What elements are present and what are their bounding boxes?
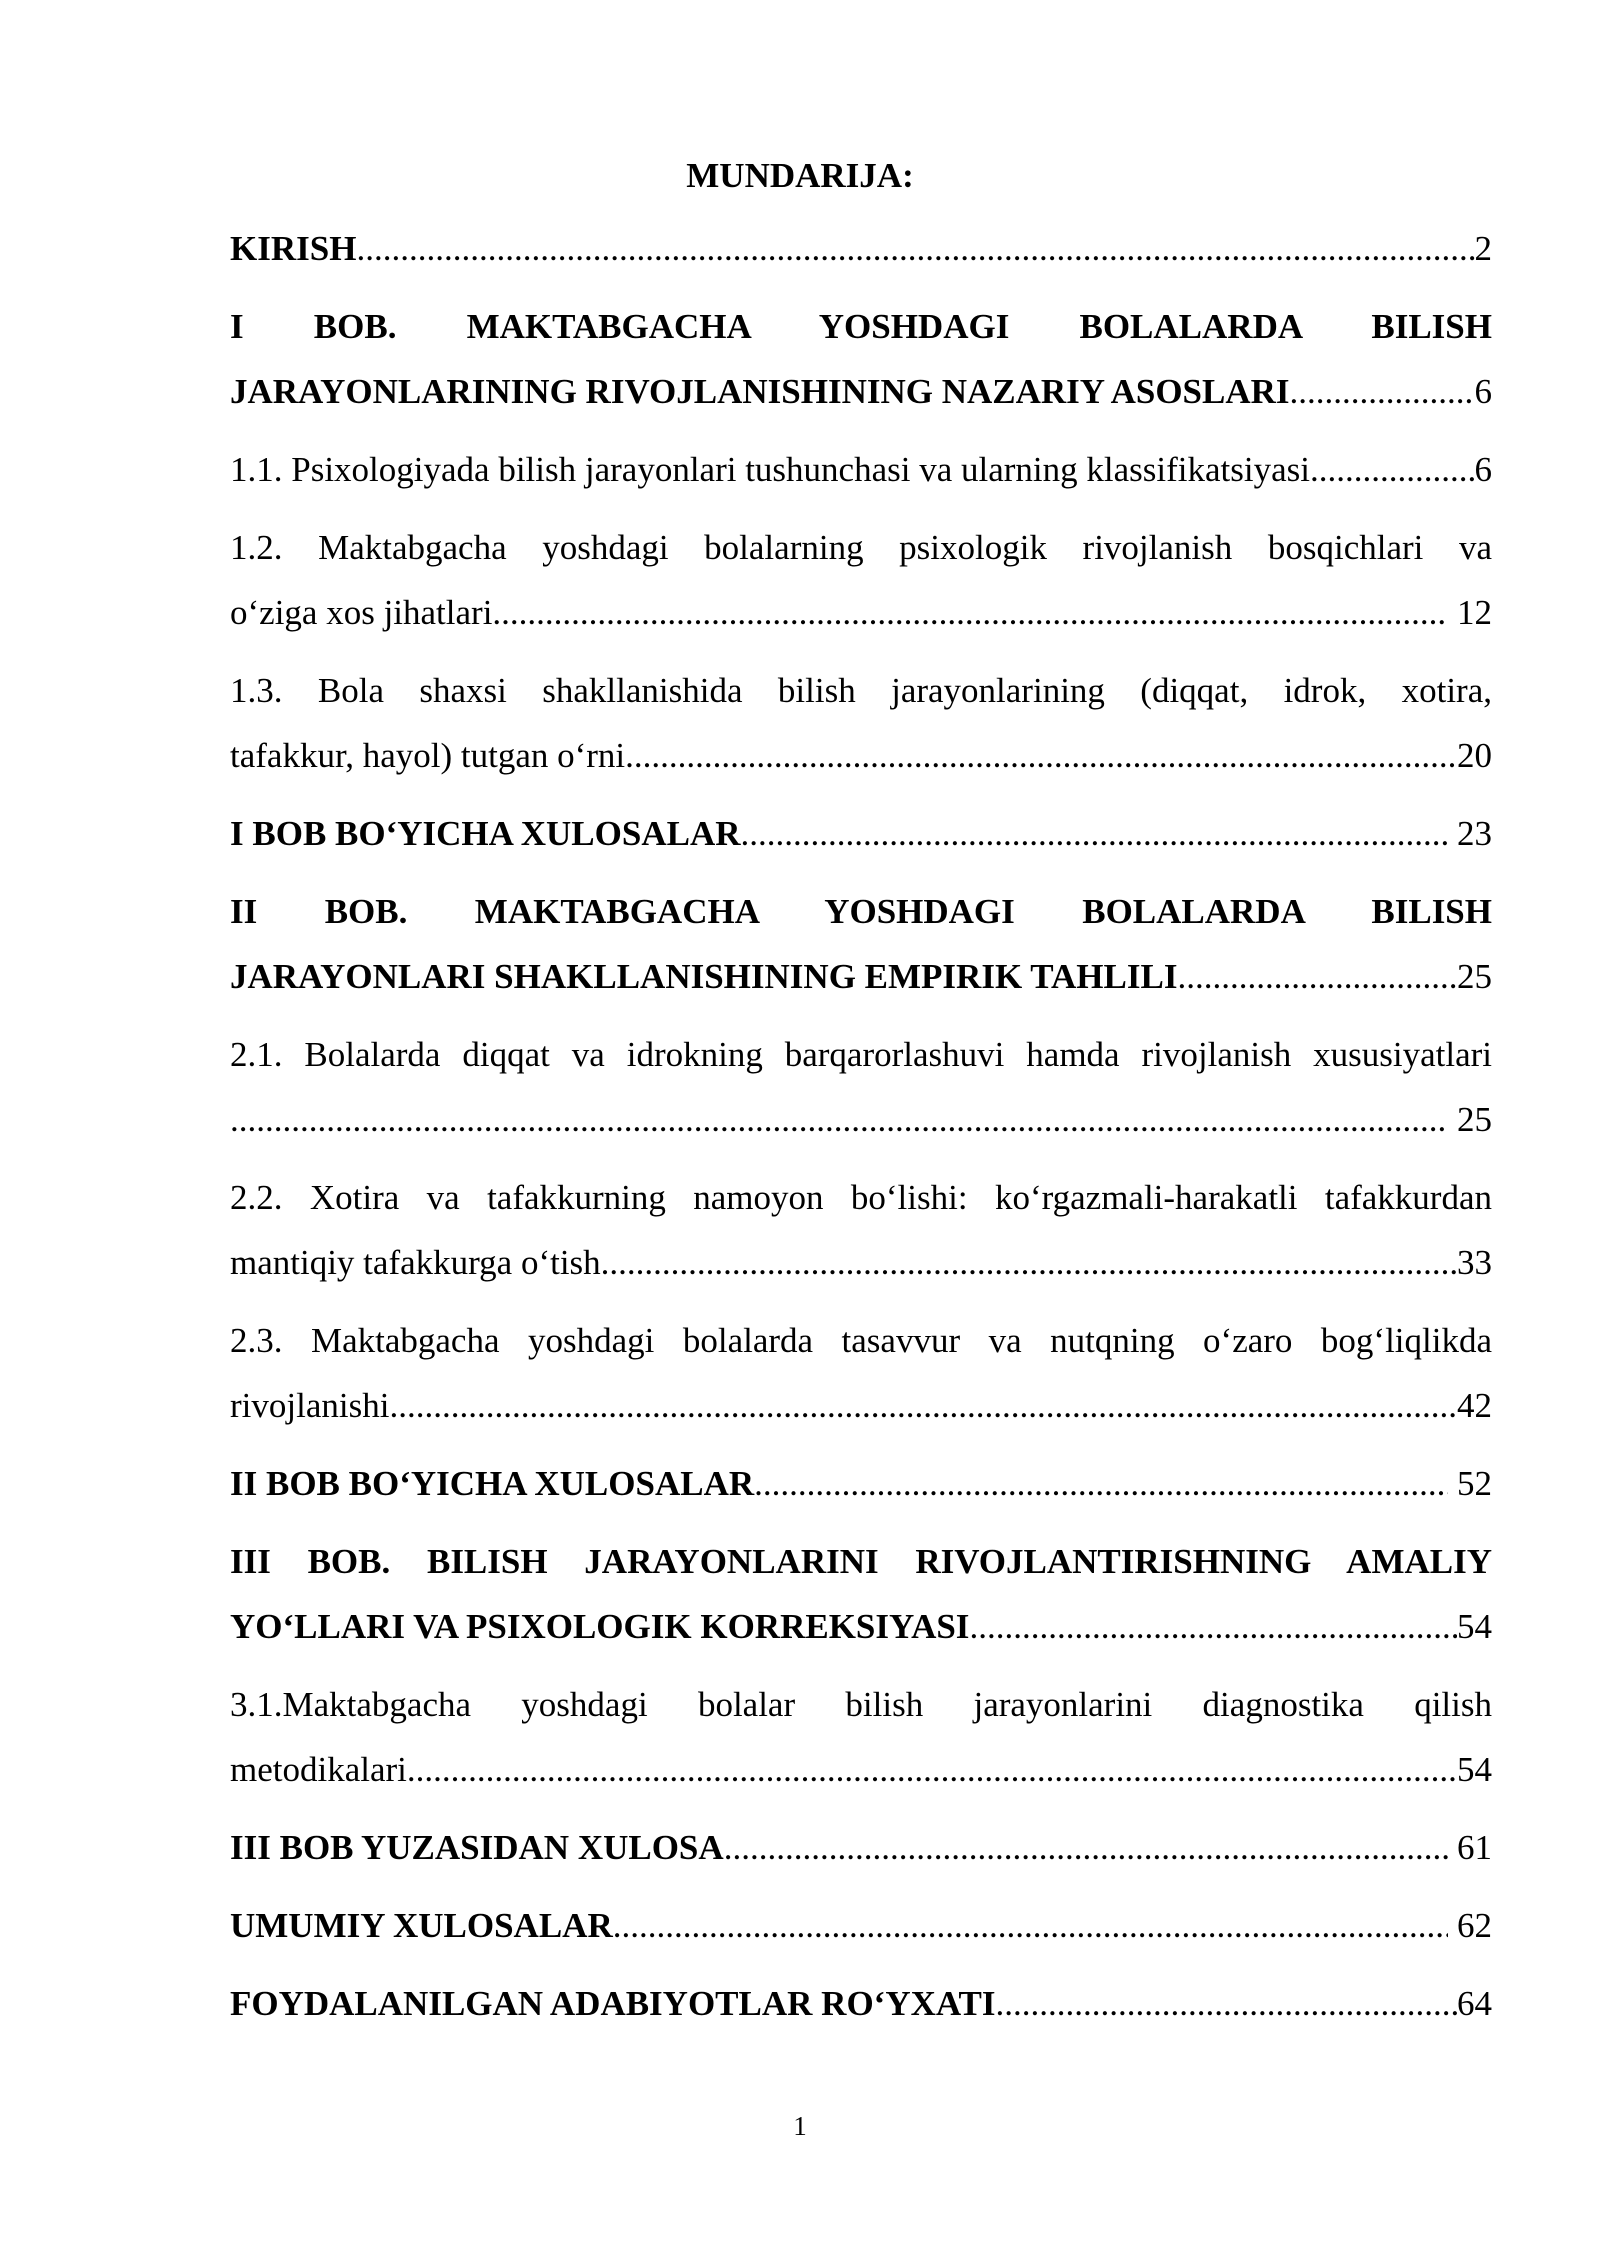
toc-page-number: 2 <box>1474 229 1492 268</box>
toc-entry <box>230 801 1492 866</box>
toc-entry-text: JARAYONLARI SHAKLLANISHINING EMPIRIK TAHLILI <box>230 957 1178 996</box>
toc-page-number: 25 <box>1448 1100 1492 1139</box>
toc-entry-last-line <box>230 801 1492 866</box>
toc-entry-text: o‘ziga xos jihatlari <box>230 593 493 632</box>
toc-dot-leader <box>996 1971 1457 2036</box>
toc-entry-last-line <box>230 359 1492 424</box>
toc-entry-text: UMUMIY XULOSALAR <box>230 1906 613 1945</box>
toc-entry-text: JARAYONLARINING RIVOJLANISHINING NAZARIY ASOSLARI <box>230 372 1290 411</box>
toc-dot-leader <box>492 580 1448 645</box>
toc-entry-last-line <box>230 580 1492 645</box>
toc-entry-line: 1.2. Maktabgacha yoshdagi bolalarning psixologik rivojlanish bosqichlari va <box>230 528 1492 567</box>
toc-dot-leader <box>741 801 1449 866</box>
toc-page-number: 6 <box>1474 450 1492 489</box>
toc-dot-leader <box>969 1594 1457 1659</box>
toc-page-number: 42 <box>1457 1386 1492 1425</box>
toc-page-number: 61 <box>1448 1828 1492 1867</box>
toc-dot-leader <box>356 216 1474 281</box>
toc-entry <box>230 1165 1492 1295</box>
toc-dot-leader <box>1290 359 1475 424</box>
toc-entry-last-line <box>230 1893 1492 1958</box>
toc-page-number: 54 <box>1457 1750 1492 1789</box>
toc-entry-line: II BOB. MAKTABGACHA YOSHDAGI BOLALARDA BILISH <box>230 892 1492 931</box>
toc-entry-text: tafakkur, hayol) tutgan o‘rni <box>230 736 626 775</box>
toc-entry <box>230 1308 1492 1438</box>
toc-entry-last-line <box>230 1815 1492 1880</box>
toc-entry-line: III BOB. BILISH JARAYONLARINI RIVOJLANTIRISHNING AMALIY <box>230 1542 1492 1581</box>
toc-entry <box>230 1022 1492 1152</box>
toc-entry-line: 1.3. Bola shaxsi shakllanishida bilish jarayonlarining (diqqat, idrok, xotira, <box>230 671 1492 710</box>
toc-page-number: 52 <box>1448 1464 1492 1503</box>
toc-page-number: 23 <box>1448 814 1492 853</box>
toc-entry <box>230 294 1492 424</box>
toc-page-number: 54 <box>1457 1607 1492 1646</box>
toc-entry <box>230 1971 1492 2036</box>
toc-entry-text: KIRISH <box>230 229 357 268</box>
toc-entry-last-line <box>230 1230 1492 1295</box>
toc-entry-text: II BOB BO‘YICHA XULOSALAR <box>230 1464 755 1503</box>
toc-entry-text: YO‘LLARI VA PSIXOLOGIK KORREKSIYASI <box>230 1607 970 1646</box>
toc-dot-leader <box>724 1815 1449 1880</box>
toc-entry-text: I BOB BO‘YICHA XULOSALAR <box>230 814 741 853</box>
toc-dot-leader <box>613 1893 1449 1958</box>
toc-entry <box>230 437 1492 502</box>
toc-page-number: 62 <box>1448 1906 1492 1945</box>
toc-entry <box>230 1815 1492 1880</box>
toc-entry-text: III BOB YUZASIDAN XULOSA <box>230 1828 724 1867</box>
table-of-contents <box>230 216 1492 2049</box>
toc-entry-line: I BOB. MAKTABGACHA YOSHDAGI BOLALARDA BILISH <box>230 307 1492 346</box>
toc-entry-last-line <box>230 1373 1492 1438</box>
toc-dot-leader <box>230 1087 1448 1152</box>
toc-page-number: 6 <box>1474 372 1492 411</box>
toc-entry-last-line <box>230 437 1492 502</box>
toc-page-number: 25 <box>1457 957 1492 996</box>
toc-page-number: 64 <box>1457 1984 1492 2023</box>
toc-entry-text: mantiqiy tafakkurga o‘tish <box>230 1243 601 1282</box>
toc-entry-line: 3.1.Maktabgacha yoshdagi bolalar bilish jarayonlarini diagnostika qilish <box>230 1685 1492 1724</box>
toc-entry-last-line <box>230 1594 1492 1659</box>
toc-page-number: 12 <box>1448 593 1492 632</box>
toc-entry-last-line <box>230 944 1492 1009</box>
toc-entry-line: 2.3. Maktabgacha yoshdagi bolalarda tasavvur va nutqning o‘zaro bog‘liqlikda <box>230 1321 1492 1360</box>
toc-entry <box>230 1672 1492 1802</box>
toc-page-number: 20 <box>1457 736 1492 775</box>
toc-dot-leader <box>1177 944 1457 1009</box>
toc-entry-last-line <box>230 1087 1492 1152</box>
toc-entry-last-line <box>230 723 1492 788</box>
toc-entry-last-line <box>230 1451 1492 1516</box>
toc-entry <box>230 1451 1492 1516</box>
toc-title: MUNDARIJA: <box>686 156 914 195</box>
toc-entry <box>230 1529 1492 1659</box>
toc-entry-last-line <box>230 1971 1492 2036</box>
toc-entry-last-line <box>230 1737 1492 1802</box>
toc-dot-leader <box>389 1373 1457 1438</box>
toc-entry-last-line <box>230 216 1492 281</box>
page-number: 1 <box>793 2111 807 2141</box>
toc-dot-leader <box>625 723 1457 788</box>
toc-entry-text: rivojlanishi <box>230 1386 390 1425</box>
toc-entry-text: FOYDALANILGAN ADABIYOTLAR RO‘YXATI <box>230 1984 996 2023</box>
toc-dot-leader <box>601 1230 1457 1295</box>
toc-dot-leader <box>407 1737 1457 1802</box>
toc-entry-text: metodikalari <box>230 1750 407 1789</box>
toc-entry <box>230 515 1492 645</box>
toc-dot-leader <box>754 1451 1448 1516</box>
toc-entry-line: 2.1. Bolalarda diqqat va idrokning barqarorlashuvi hamda rivojlanish xususiyatlari <box>230 1035 1492 1074</box>
toc-entry-line: 2.2. Xotira va tafakkurning namoyon bo‘lishi: ko‘rgazmali-harakatli tafakkurdan <box>230 1178 1492 1217</box>
toc-entry <box>230 216 1492 281</box>
toc-entry <box>230 879 1492 1009</box>
toc-entry-text: 1.1. Psixologiyada bilish jarayonlari tushunchasi va ularning klassifikatsiyasi <box>230 450 1310 489</box>
toc-entry <box>230 658 1492 788</box>
toc-dot-leader <box>1310 437 1475 502</box>
toc-page-number: 33 <box>1457 1243 1492 1282</box>
toc-entry <box>230 1893 1492 1958</box>
